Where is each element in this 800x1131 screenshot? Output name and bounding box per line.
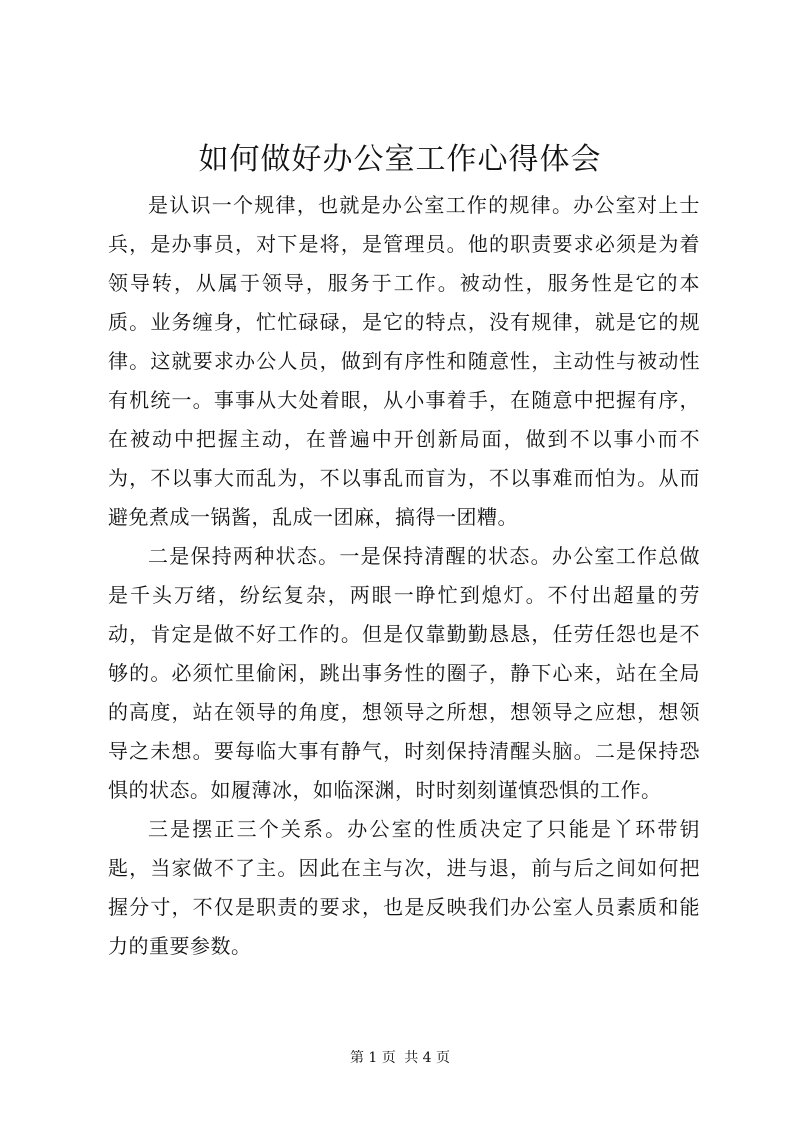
page-total: 共 4 页 xyxy=(404,1050,451,1066)
page-footer xyxy=(0,1048,800,1068)
paragraph-1: 是认识一个规律，也就是办公室工作的规律。办公室对上士兵，是办事员，对下是将，是管理员。他的职责要求必须是为着领导转，从属于领导，服务于工作。被动性，服务性是它的本质。业务缠身，忙忙碌碌，是它的特点，没有规律，就是它的规律。这就要求办公人员，做到有序性和随意性，主动性与被动性有机统一。事事从大处着眼，从小事着手，在随意中把握有序，在被动中把握主动，在普遍中开创新局面，做到不以事小而不为，不以事大而乱为，不以事乱而盲为，不以事难而怕为。从而避免煮成一锅酱，乱成一团麻，搞得一团糟。 xyxy=(108,193,700,529)
paragraph-2: 二是保持两种状态。一是保持清醒的状态。办公室工作总做是千头万绪，纷纭复杂，两眼一睁忙到熄灯。不付出超量的劳动，肯定是做不好工作的。但是仅靠勤勤恳恳，任劳任怨也是不够的。必须忙里偷闲，跳出事务性的圈子，静下心来，站在全局的高度，站在领导的角度，想领导之所想，想领导之应想，想领导之未想。要每临大事有静气，时刻保持清醒头脑。二是保持恐惧的状态。如履薄冰，如临深渊，时时刻刻谨慎恐惧的工作。 xyxy=(108,544,700,802)
page-title: 如何做好办公室工作心得体会 xyxy=(198,142,602,177)
body-text xyxy=(108,186,700,966)
paragraph-3: 三是摆正三个关系。办公室的性质决定了只能是丫环带钥匙，当家做不了主。因此在主与次，进与退，前与后之间如何把握分寸，不仅是职责的要求，也是反映我们办公室人员素质和能力的重要参数。 xyxy=(108,817,700,958)
page-number: 第 1 页 xyxy=(349,1050,396,1066)
